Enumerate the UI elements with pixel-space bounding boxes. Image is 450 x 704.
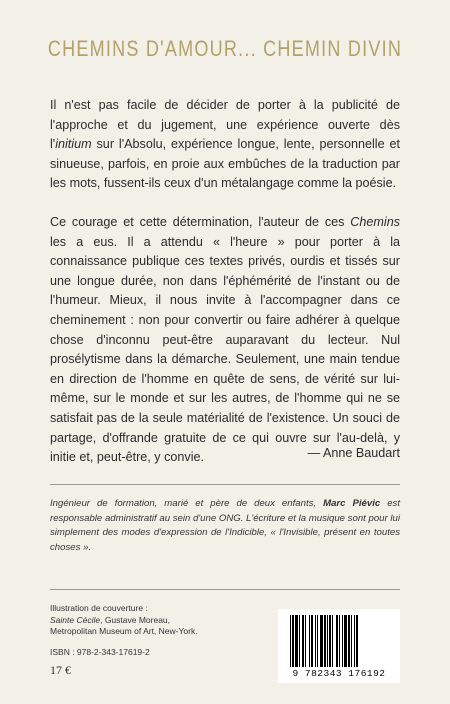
barcode — [278, 609, 400, 683]
price: 17 € — [50, 663, 71, 677]
divider-top — [50, 484, 400, 485]
initium-word: initium — [55, 137, 92, 152]
barcode-number: 9 782343 176192 — [292, 668, 386, 679]
barcode-bars — [290, 615, 388, 667]
author-name: Marc Piévic — [323, 498, 381, 509]
paragraph-1: Il n'est pas facile de décider de porter à la publicité de l'approche et du jugement, une expérience ouverte dès l'initium sur l'Absolu, expérience longue, lente, personnelle et sinueuse, parfois, en proie aux embûches de la traduction par les mots, fussent-ils ceux d'un métalangage comme la poésie. — [50, 98, 400, 191]
back-cover-text — [50, 96, 400, 487]
cover-credits: Illustration de couverture : Sainte Cécile, Gustave Moreau, Metropolitan Museum of Art, New-York. — [50, 603, 198, 636]
book-title: CHEMINS D'AMOUR... CHEMIN DIVIN — [47, 36, 403, 61]
isbn: ISBN : 978-2-343-17619-2 — [50, 647, 150, 657]
author-bio: Ingénieur de formation, marié et père de deux enfants, Marc Piévic est responsable administratif au sein d'une ONG. L'écriture et la musique sont pour lui simplement des modes d'expression de l'Indicible, « l'Invisible, présent en toutes choses ». — [50, 498, 401, 553]
paragraph-2: Ce courage et cette détermination, l'auteur de ces Chemins les a eus. Il a attendu « l'heure » pour porter à la connaissance publique ces textes privés, ourdis et tissés sur une longue durée, non dans l'éphémérité de l'instant ou de l'humeur. Mieux, il nous invite à l'accompagner dans ce cheminement : non pour convertir ou faire adhérer à quelque chose d'inconnu peut-être auparavant du lecteur. Nul prosélytisme dans la démarche. Seulement, une main tendue en direction de l'homme en quête de sens, de vérité sur lui-même, sur le monde et sur les autres, de l'homme qui ne se satisfait pas de la seule matérialité de l'existence. Un souci de partage, d'offrande gratuite de ce qui ouvre sur l'au-delà, y initie et, peut-être, y convie. — [50, 214, 400, 465]
quote-signature: — Anne Baudart — [307, 446, 400, 460]
chemins-word: Chemins — [350, 214, 400, 229]
divider-bottom — [50, 589, 400, 590]
